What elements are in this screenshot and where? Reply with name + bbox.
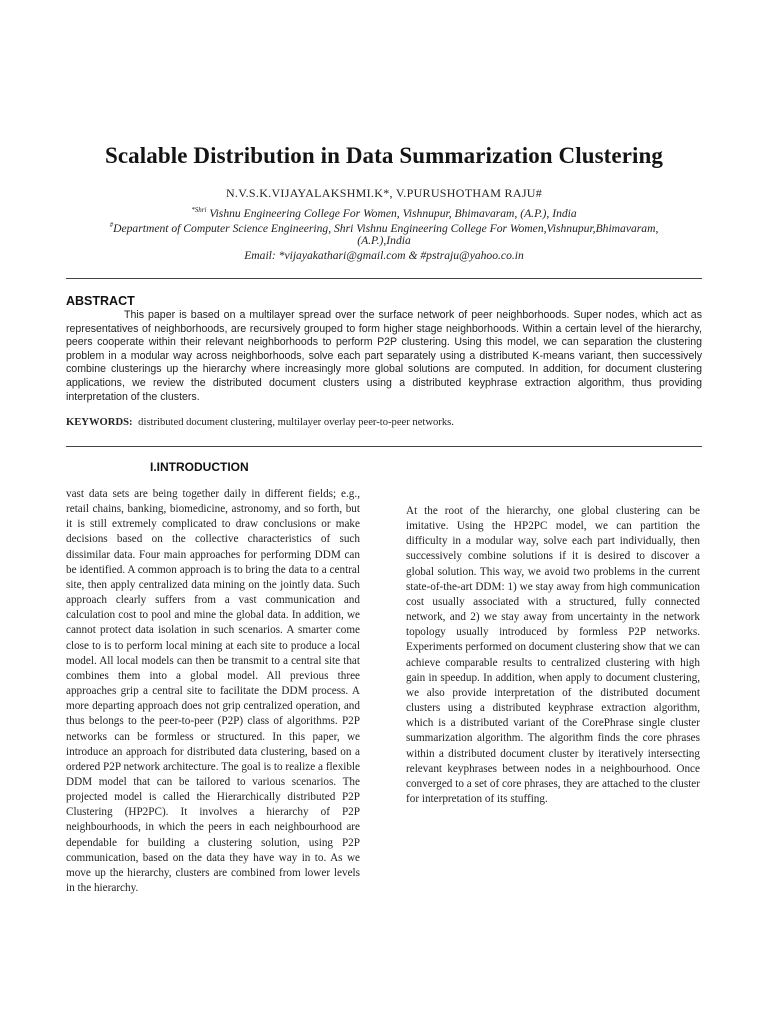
affiliation-2-continued: (A.P.),India	[357, 234, 411, 247]
keywords-line	[66, 417, 702, 428]
affiliation-1-mark: *Shri	[191, 206, 207, 214]
keywords-label: KEYWORDS:	[66, 417, 133, 428]
email-line: Email: *vijayakathari@gmail.com & #pstraju@yahoo.co.in	[244, 249, 524, 262]
abstract-text: This paper is based on a multilayer spread over the surface network of peer neighborhoods. Super nodes, which act as representatives of neighborhoods, are recursively grouped to form higher stage neighborhoods. Within a certain level of the hierarchy, peers cooperate within their relevant neighborhoods to perform P2P clustering. Using this model, we can separation the clustering problem in a modular way across neighborhoods, solve each part separately using a distributed K-means variant, then successively combine clusterings up the hierarchy where increasingly more global solutions are computed. In addition, for document clustering applications, we review the distributed document clusters using a distributed keyphrase extraction algorithm, thus providing interpretation of the clusters.	[66, 309, 702, 403]
introduction-right-column: At the root of the hierarchy, one global clustering can be imitative. Using the HP2PC model, we can partition the difficulty in a modular way, solve each part individually, then successively combine solutions if it is desired to discover a global solution. This way, we avoid two problems in the current state-of-the-art DDM: 1) we stay away from high communication cost usually associated with a structured, fully connected network, and 2) we stay away from uncertainty in the network topology usually introduced by formless P2P networks. Experiments performed on document clustering show that we can achieve comparable results to centralized clustering with high gain in speedup. In addition, when apply to document clustering, we also provide interpretation of the distributed document clusters using a distributed keyphrase extraction algorithm, which is a distributed variant of the CorePhrase single cluster summarization algorithm. The algorithm finds the core phrases within a distributed document cluster by iteratively intersecting relevant keyphrases between nodes in a neighbourhood. Once converged to a set of core phrases, they are attached to the cluster for interpretation of its stuffing.	[406, 505, 700, 805]
paper-title: Scalable Distribution in Data Summarization Clustering	[104, 143, 664, 168]
introduction-left-column: vast data sets are being together daily in different fields; e.g., retail chains, banking, biomedicine, astronomy, and so forth, but it is still extremely complicated to draw conclusions or make decisions based on the collective characteristics of such dissimilar data. Four main approaches for performing DDM can be identified. A common approach is to bring the data to a central site, then apply centralized data mining on the jointly data. Such approach clearly suffers from a vast communication and calculation cost to pool and mine the global data. In addition, we cannot protect data isolation in such scenarios. A smarter come close to is to perform local mining at each site to produce a local model. All local models can then be transmit to a central site that combines them into a global model. All previous three approaches grip a central site to facilitate the DDM process. A more departing approach does not grip centralized operation, and thus belongs to the peer-to-peer (P2P) class of algorithms. P2P networks can be formless or structured. In this paper, we introduce an approach for distributed data clustering, based on a ordered P2P network architecture. The goal is to realize a flexible DDM model that can be tailored to various scenarios. The projected model is called the Hierarchically distributed P2P Clustering (HP2PC). It involves a hierarchy of P2P neighbourhoods, in which the peers in each neighbourhood are dependable for building a clustering solution, using P2P communication, based on the data they have way in to. As we move up the hierarchy, clusters are combined from lower levels in the hierarchy.	[66, 488, 360, 895]
affiliation-1-text: Vishnu Engineering College For Women, Vishnupur, Bhimavaram, (A.P.), India	[206, 206, 577, 220]
affiliation-2-text: Department of Computer Science Engineering, Shri Vishnu Engineering College For Women,Vishnupur,Bhimavaram,	[113, 221, 659, 235]
affiliation-2-mark: #	[109, 221, 114, 229]
author-list: N.V.S.K.VIJAYALAKSHMI.K*, V.PURUSHOTHAM RAJU#	[225, 186, 543, 200]
header-divider	[66, 278, 702, 279]
abstract-heading: ABSTRACT	[66, 294, 135, 308]
introduction-heading: I.INTRODUCTION	[150, 460, 249, 474]
keywords-text: distributed document clustering, multilayer overlay peer-to-peer networks.	[138, 417, 454, 428]
keywords-divider	[66, 446, 702, 447]
